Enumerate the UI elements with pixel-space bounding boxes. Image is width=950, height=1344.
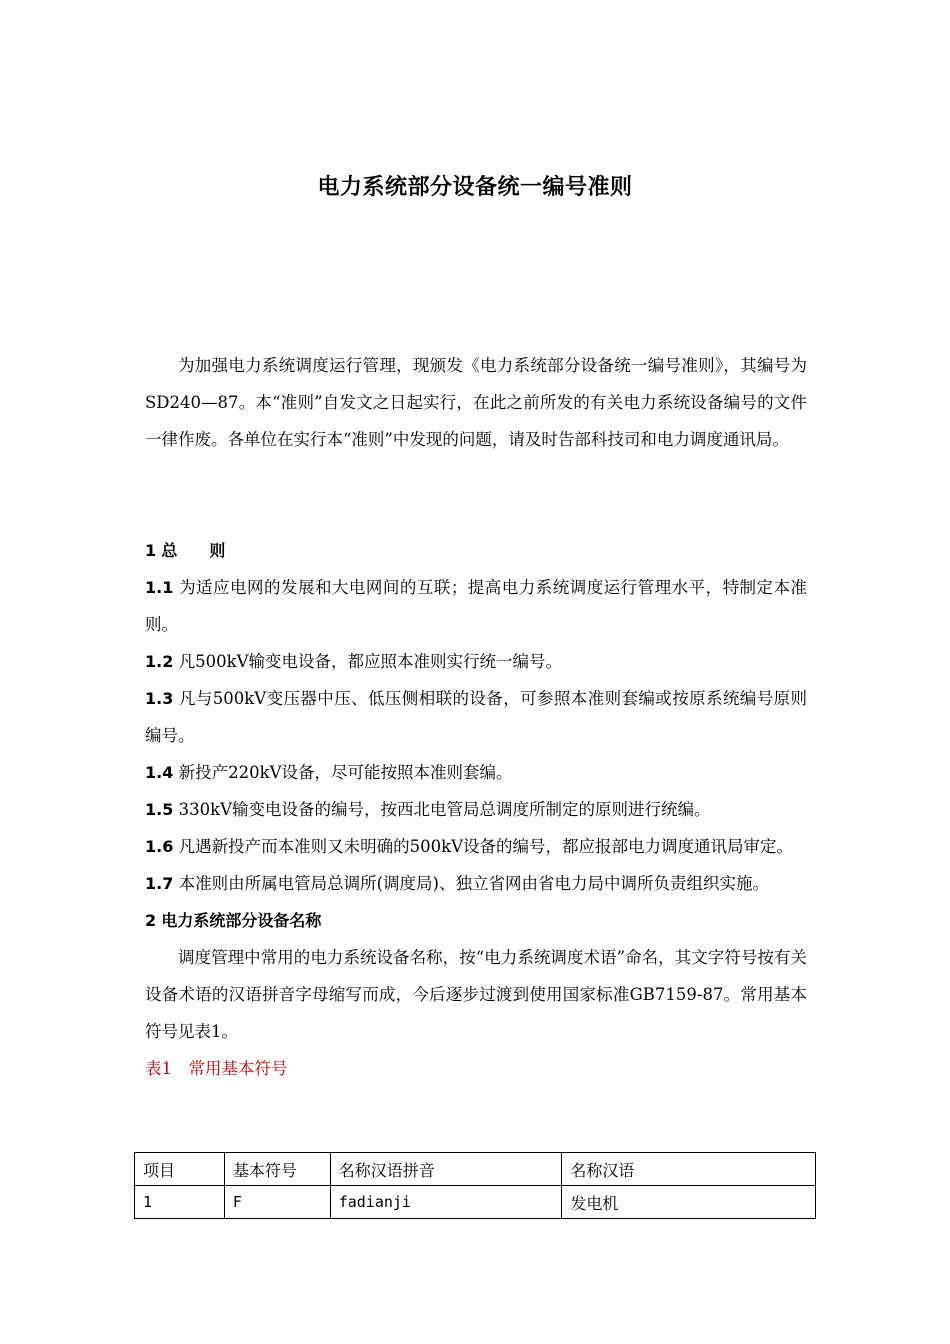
- clause-1-1: [145, 569, 807, 643]
- clause-number: 1.7: [145, 874, 174, 893]
- header-symbol: 基本符号: [224, 1153, 330, 1186]
- section-1-heading: [145, 532, 807, 569]
- clause-number: 1.4: [145, 763, 174, 782]
- symbols-table: [134, 1152, 816, 1219]
- cell-pinyin: fadianji: [330, 1186, 562, 1219]
- clause-text: 凡与500kV变压器中压、低压侧相联的设备，可参照本准则套编或按原系统编号原则编号。: [145, 689, 807, 745]
- clause-1-5: [145, 791, 807, 828]
- header-pinyin: 名称汉语拼音: [330, 1153, 562, 1186]
- intro-block: [145, 347, 807, 458]
- section-2-number: 2: [145, 911, 157, 930]
- clause-1-4: [145, 754, 807, 791]
- document-title: 电力系统部分设备统一编号准则: [317, 175, 633, 200]
- clause-1-7: [145, 865, 807, 902]
- section-1-title: 总 则: [161, 541, 226, 560]
- clause-number: 1.2: [145, 652, 174, 671]
- cell-symbol: F: [224, 1186, 330, 1219]
- section-1-number: 1: [145, 541, 157, 560]
- section-2-paragraph: 调度管理中常用的电力系统设备名称，按“电力系统调度术语”命名，其文字符号按有关设备术语的汉语拼音字母缩写而成，今后逐步过渡到使用国家标准GB7159-87。常用基本符号见表1。: [145, 948, 807, 1041]
- clause-text: 凡500kV输变电设备，都应照本准则实行统一编号。: [178, 652, 563, 671]
- clause-number: 1.3: [145, 689, 174, 708]
- clause-1-3: [145, 680, 807, 754]
- cell-item: 1: [135, 1186, 225, 1219]
- clause-1-6: [145, 828, 807, 865]
- section-2-heading: [145, 902, 807, 939]
- table-row: [135, 1186, 816, 1219]
- clause-text: 本准则由所属电管局总调所(调度局)、独立省网由省电力局中调所负责组织实施。: [178, 874, 769, 893]
- cell-chinese-name: 发电机: [562, 1186, 816, 1219]
- clause-text: 凡遇新投产而本准则又未明确的500kV设备的编号，都应报部电力调度通讯局审定。: [178, 837, 794, 856]
- clause-text: 新投产220kV设备，尽可能按照本准则套编。: [178, 763, 513, 782]
- clause-1-2: [145, 643, 807, 680]
- clause-text: 330kV输变电设备的编号，按西北电管局总调度所制定的原则进行统编。: [178, 800, 711, 819]
- table-1-caption: 表1 常用基本符号: [145, 1059, 288, 1078]
- clause-number: 1.5: [145, 800, 174, 819]
- header-item: 项目: [135, 1153, 225, 1186]
- clause-number: 1.6: [145, 837, 174, 856]
- clause-text: 为适应电网的发展和大电网间的互联；提高电力系统调度运行管理水平，特制定本准则。: [145, 578, 808, 634]
- header-chinese-name: 名称汉语: [562, 1153, 816, 1186]
- section-2-title: 电力系统部分设备名称: [161, 911, 322, 930]
- section-1: [145, 532, 807, 1087]
- table-header-row: [135, 1153, 816, 1186]
- intro-paragraph: 为加强电力系统调度运行管理，现颁发《电力系统部分设备统一编号准则》，其编号为SD240—87。本“准则”自发文之日起实行，在此之前所发的有关电力系统设备编号的文件一律作废。各单位在实行本“准则”中发现的问题，请及时告部科技司和电力调度通讯局。: [145, 356, 807, 449]
- clause-number: 1.1: [145, 578, 174, 597]
